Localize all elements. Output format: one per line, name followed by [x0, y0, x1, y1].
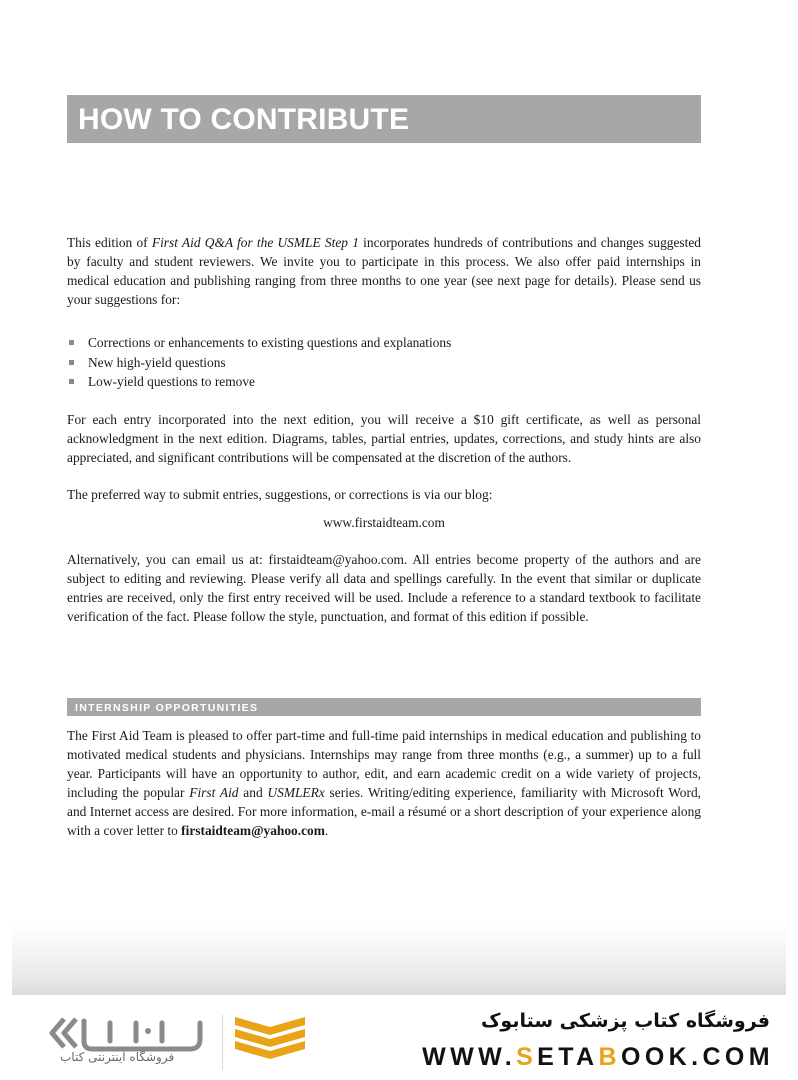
- list-item-text: Corrections or enhancements to existing questions and explanations: [88, 335, 452, 350]
- list-item-text: Low-yield questions to remove: [88, 374, 255, 389]
- store-url[interactable]: [422, 1043, 774, 1072]
- intro-text-before: This edition of: [67, 235, 152, 250]
- blog-url[interactable]: www.firstaidteam.com: [323, 514, 445, 530]
- section-heading: INTERNSHIP OPPORTUNITIES: [75, 702, 259, 714]
- url-part: OOK.COM: [620, 1043, 774, 1071]
- header-bar: [67, 95, 701, 143]
- suggestion-list: [67, 333, 701, 392]
- footer-divider: [222, 1015, 223, 1070]
- series-first-aid: First Aid: [189, 785, 239, 800]
- page-bottom-shadow: [12, 925, 786, 995]
- list-item-text: New high-yield questions: [88, 354, 226, 370]
- intro-text-after: incorporates hundreds of contributions and changes suggested by faculty and student reviewers. We invite you to participate in this process. We also offer paid internships in medical education and publishing ranging from three months to one year (see next page for details). Please send us your suggestions for:: [67, 235, 701, 307]
- email-paragraph: Alternatively, you can email us at: firstaidteam@yahoo.com. All entries become property of the authors and are subject to editing and reviewing. Please verify all data and spellings carefully. In the event that similar or duplicate entries are received, only the first entry received will be used. Include a reference to a standard textbook to facilitate verification of the fact. Please follow the style, punctuation, and format of this edition if possible.: [67, 551, 701, 624]
- internship-text: and: [238, 785, 268, 800]
- series-usmlerx: USMLERx: [267, 785, 325, 800]
- blog-intro: The preferred way to submit entries, suggestions, or corrections is via our blog:: [67, 486, 493, 502]
- list-item: [67, 333, 701, 353]
- internship-text: series. Writing/editing experience, familiarity with Microsoft Word, and Internet access are desired. For more information, e-mail a résumé or a short description of your experience along with a cover letter to: [67, 785, 702, 838]
- bullet-square-icon: [69, 379, 74, 384]
- list-item: [67, 372, 701, 392]
- url-accent: B: [598, 1043, 621, 1071]
- section-heading-bar: [67, 698, 701, 716]
- url-part: WWW.: [422, 1043, 517, 1071]
- url-accent: S: [516, 1043, 538, 1071]
- internship-paragraph: [67, 726, 701, 840]
- internship-text: .: [324, 823, 329, 838]
- reward-paragraph: For each entry incorporated into the next edition, you will receive a $10 gift certificate, as well as personal acknowledgment in the next edition. Diagrams, tables, partial entries, updates, corrections, and study hints are also appreciated, and significant contributions will be compensated at the discretion of the authors.: [67, 411, 701, 465]
- contact-email[interactable]: firstaidteam@yahoo.com: [181, 823, 325, 838]
- store-title: فروشگاه کتاب پزشکی ستابوک: [480, 1010, 770, 1032]
- footer-banner: [0, 995, 798, 1080]
- bullet-square-icon: [69, 340, 74, 345]
- main-content: [67, 233, 701, 626]
- list-item: [67, 353, 701, 373]
- bullet-square-icon: [69, 360, 74, 365]
- book-title: First Aid Q&A for the USMLE Step 1: [151, 235, 359, 250]
- internship-section: [67, 726, 701, 840]
- page-title: HOW TO CONTRIBUTE: [78, 103, 410, 136]
- logo-caption: فروشگاه اینترنتی کتاب: [60, 1050, 175, 1064]
- url-part: ETA: [537, 1043, 599, 1071]
- intro-paragraph: [67, 233, 701, 309]
- internship-text: The First Aid Team is pleased to offer part-time and full-time paid internships in medical education and publishing to motivated medical students and physicians. Internships may range from three months (e.g., a summer) up to a full year. Participants will have an opportunity to author, edit, and earn academic credit on a wide variety of projects, including the popular: [67, 728, 701, 800]
